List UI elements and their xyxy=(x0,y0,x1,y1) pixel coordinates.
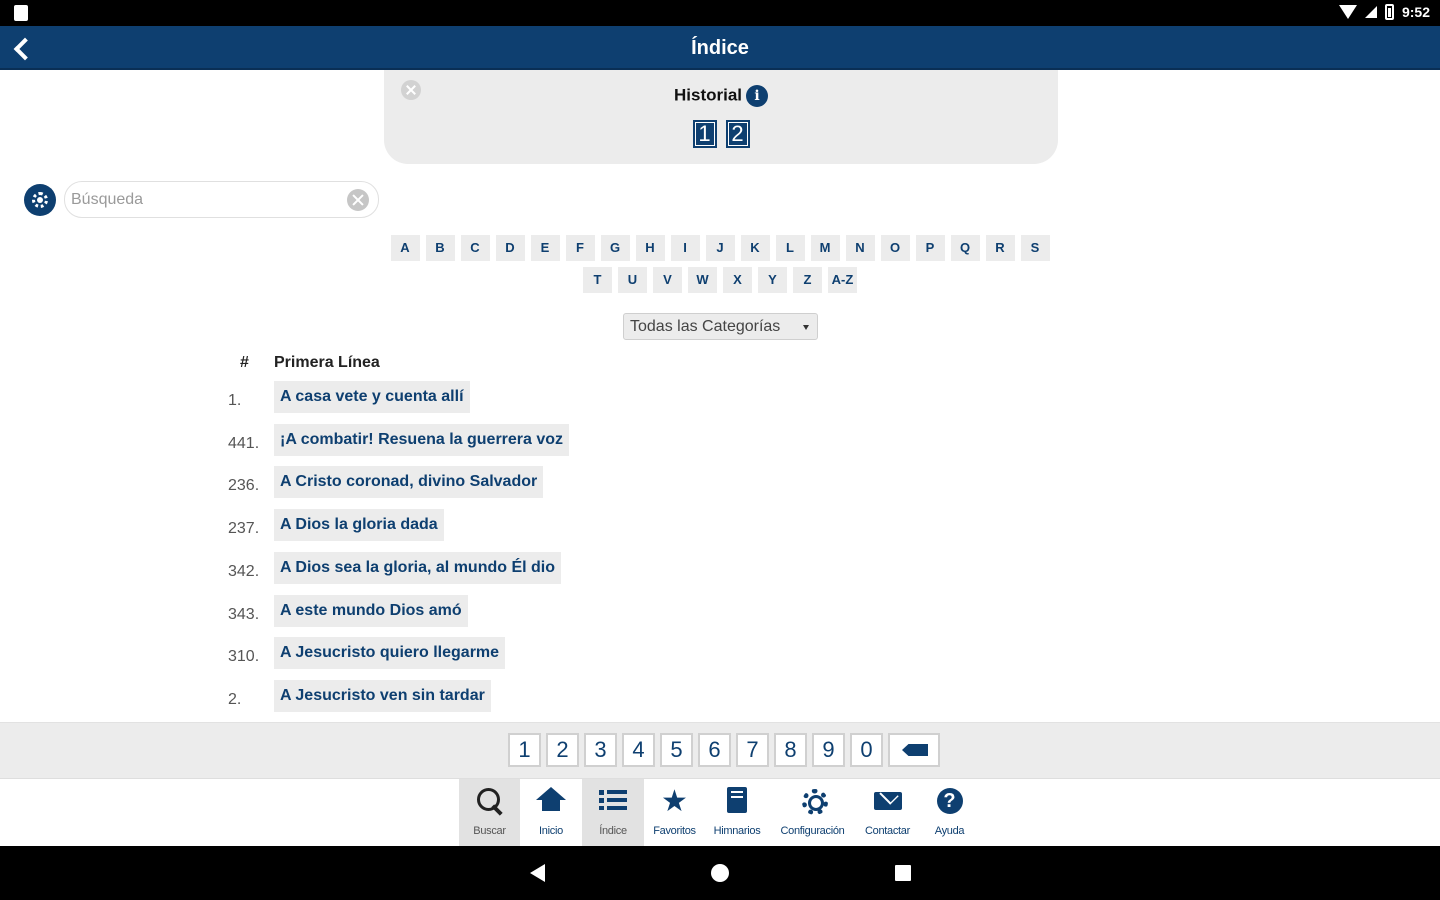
letter-button[interactable]: O xyxy=(881,235,910,261)
history-title xyxy=(384,85,1058,107)
status-time: 9:52 xyxy=(1401,4,1430,20)
notification-icon xyxy=(14,5,28,21)
nav-item-ayuda[interactable] xyxy=(919,779,980,846)
letter-button[interactable]: L xyxy=(776,235,805,261)
hymn-title-link[interactable]: A Dios sea la gloria, al mundo Él dio xyxy=(274,552,561,584)
letter-button[interactable]: Z xyxy=(793,267,822,293)
letter-button[interactable]: T xyxy=(583,267,612,293)
info-icon[interactable]: i xyxy=(746,85,768,107)
letter-button[interactable]: X xyxy=(723,267,752,293)
number-key[interactable]: 4 xyxy=(622,733,655,767)
history-item[interactable]: 1 xyxy=(693,120,717,148)
number-key[interactable]: 8 xyxy=(774,733,807,767)
letter-button[interactable]: A-Z xyxy=(828,267,857,293)
letter-button[interactable]: K xyxy=(741,235,770,261)
bottom-nav xyxy=(0,779,1440,846)
wifi-icon xyxy=(1339,5,1357,19)
home-icon xyxy=(536,787,566,817)
category-select-value: Todas las Categorías xyxy=(630,318,781,335)
clear-search-icon[interactable] xyxy=(347,189,369,211)
android-back-icon[interactable] xyxy=(530,864,545,882)
hymn-title-link[interactable]: A Dios la gloria dada xyxy=(274,509,444,541)
gear-icon xyxy=(32,192,48,208)
letter-button[interactable]: J xyxy=(706,235,735,261)
history-panel xyxy=(384,70,1058,164)
number-key[interactable]: 0 xyxy=(850,733,883,767)
number-key[interactable]: 5 xyxy=(660,733,693,767)
list-header-title: Primera Línea xyxy=(274,354,380,371)
list-header-number: # xyxy=(240,354,249,371)
list-icon xyxy=(598,787,628,817)
android-nav-bar xyxy=(0,846,1440,900)
android-home-icon[interactable] xyxy=(711,864,729,882)
nav-item-favoritos[interactable] xyxy=(644,779,705,846)
search-icon xyxy=(475,787,505,817)
nav-item-label: Ayuda xyxy=(934,825,965,837)
table-row xyxy=(228,679,491,713)
hymn-title-link[interactable]: A Jesucristo quiero llegarme xyxy=(274,637,505,669)
table-row xyxy=(228,636,505,670)
page-title: Índice xyxy=(691,37,749,59)
letter-button[interactable]: N xyxy=(846,235,875,261)
nav-item-label: Buscar xyxy=(473,825,506,837)
letter-button[interactable]: U xyxy=(618,267,647,293)
hymn-title-link[interactable]: A este mundo Dios amó xyxy=(274,595,468,627)
number-pad-keys xyxy=(508,733,940,767)
letter-button[interactable]: M xyxy=(811,235,840,261)
star-icon: ★ xyxy=(661,784,688,819)
letter-button[interactable]: S xyxy=(1021,235,1050,261)
number-key[interactable]: 7 xyxy=(736,733,769,767)
app-header xyxy=(0,26,1440,70)
letter-button[interactable]: Q xyxy=(951,235,980,261)
letter-button[interactable]: B xyxy=(426,235,455,261)
hymn-number: 1. xyxy=(228,392,242,409)
hymn-title-link[interactable]: ¡A combatir! Resuena la guerrera voz xyxy=(274,424,569,456)
letter-button[interactable]: D xyxy=(496,235,525,261)
mail-icon xyxy=(873,787,903,817)
battery-icon xyxy=(1385,4,1394,20)
letter-button[interactable]: E xyxy=(531,235,560,261)
status-bar xyxy=(0,0,1440,26)
letter-button[interactable]: I xyxy=(671,235,700,261)
letter-button[interactable]: V xyxy=(653,267,682,293)
list-header xyxy=(240,354,380,372)
help-icon xyxy=(935,787,965,817)
letter-button[interactable]: W xyxy=(688,267,717,293)
hymn-number: 310. xyxy=(228,648,260,666)
letter-button[interactable]: F xyxy=(566,235,595,261)
letter-button[interactable]: A xyxy=(391,235,420,261)
letter-button[interactable]: C xyxy=(461,235,490,261)
number-key[interactable]: 6 xyxy=(698,733,731,767)
signal-icon xyxy=(1365,6,1377,18)
bottom-nav-items xyxy=(459,779,980,846)
number-key[interactable]: 1 xyxy=(508,733,541,767)
hymn-number: 2. xyxy=(228,690,242,708)
nav-item-label: Himnarios xyxy=(713,825,761,837)
nav-item-label: Inicio xyxy=(539,825,563,837)
category-select[interactable] xyxy=(623,313,818,340)
dropdown-arrow-icon xyxy=(803,325,809,330)
letter-button[interactable]: P xyxy=(916,235,945,261)
nav-item-indice[interactable] xyxy=(582,779,644,846)
alphabet-filter xyxy=(390,235,1050,293)
backspace-icon xyxy=(902,744,928,756)
hymn-title-link[interactable]: A casa vete y cuenta allí xyxy=(274,381,470,413)
table-row xyxy=(228,594,468,628)
letter-button[interactable]: Y xyxy=(758,267,787,293)
nav-item-himnarios[interactable] xyxy=(705,779,769,846)
number-key[interactable]: 2 xyxy=(546,733,579,767)
table-row xyxy=(228,423,569,457)
hymn-number: 441. xyxy=(228,434,260,452)
hymn-title-link[interactable]: A Cristo coronad, divino Salvador xyxy=(274,466,543,498)
search-settings-button[interactable] xyxy=(24,184,56,216)
nav-item-label: Contactar xyxy=(865,825,910,837)
backspace-button[interactable] xyxy=(888,733,940,767)
letter-button[interactable]: G xyxy=(601,235,630,261)
hymn-number: 236. xyxy=(228,477,260,495)
nav-item-contactar[interactable] xyxy=(856,779,919,846)
table-row xyxy=(228,551,561,585)
hymn-title-link[interactable]: A Jesucristo ven sin tardar xyxy=(274,680,491,712)
hymn-number: 342. xyxy=(228,562,260,580)
table-row xyxy=(228,380,470,414)
search-input[interactable] xyxy=(64,181,379,218)
history-item[interactable]: 2 xyxy=(726,120,750,148)
nav-item-inicio[interactable] xyxy=(520,779,582,846)
table-row xyxy=(228,465,543,499)
nav-item-buscar[interactable] xyxy=(459,779,520,846)
number-key[interactable]: 9 xyxy=(812,733,845,767)
android-recents-icon[interactable] xyxy=(895,865,911,881)
letter-button[interactable]: R xyxy=(986,235,1015,261)
gear-icon xyxy=(798,787,828,817)
nav-item-label: Configuración xyxy=(780,825,845,837)
letter-button[interactable]: H xyxy=(636,235,665,261)
hymn-number: 343. xyxy=(228,605,260,623)
history-title-label: Historial xyxy=(673,85,743,105)
status-icons xyxy=(1339,4,1430,20)
nav-item-label: Índice xyxy=(599,825,627,837)
nav-item-configuracion[interactable] xyxy=(769,779,856,846)
number-pad xyxy=(0,722,1440,779)
book-icon xyxy=(722,787,752,817)
table-row xyxy=(228,508,444,542)
nav-item-label: Favoritos xyxy=(653,825,696,837)
number-key[interactable]: 3 xyxy=(584,733,617,767)
hymn-number: 237. xyxy=(228,520,260,538)
history-items xyxy=(384,120,1058,148)
